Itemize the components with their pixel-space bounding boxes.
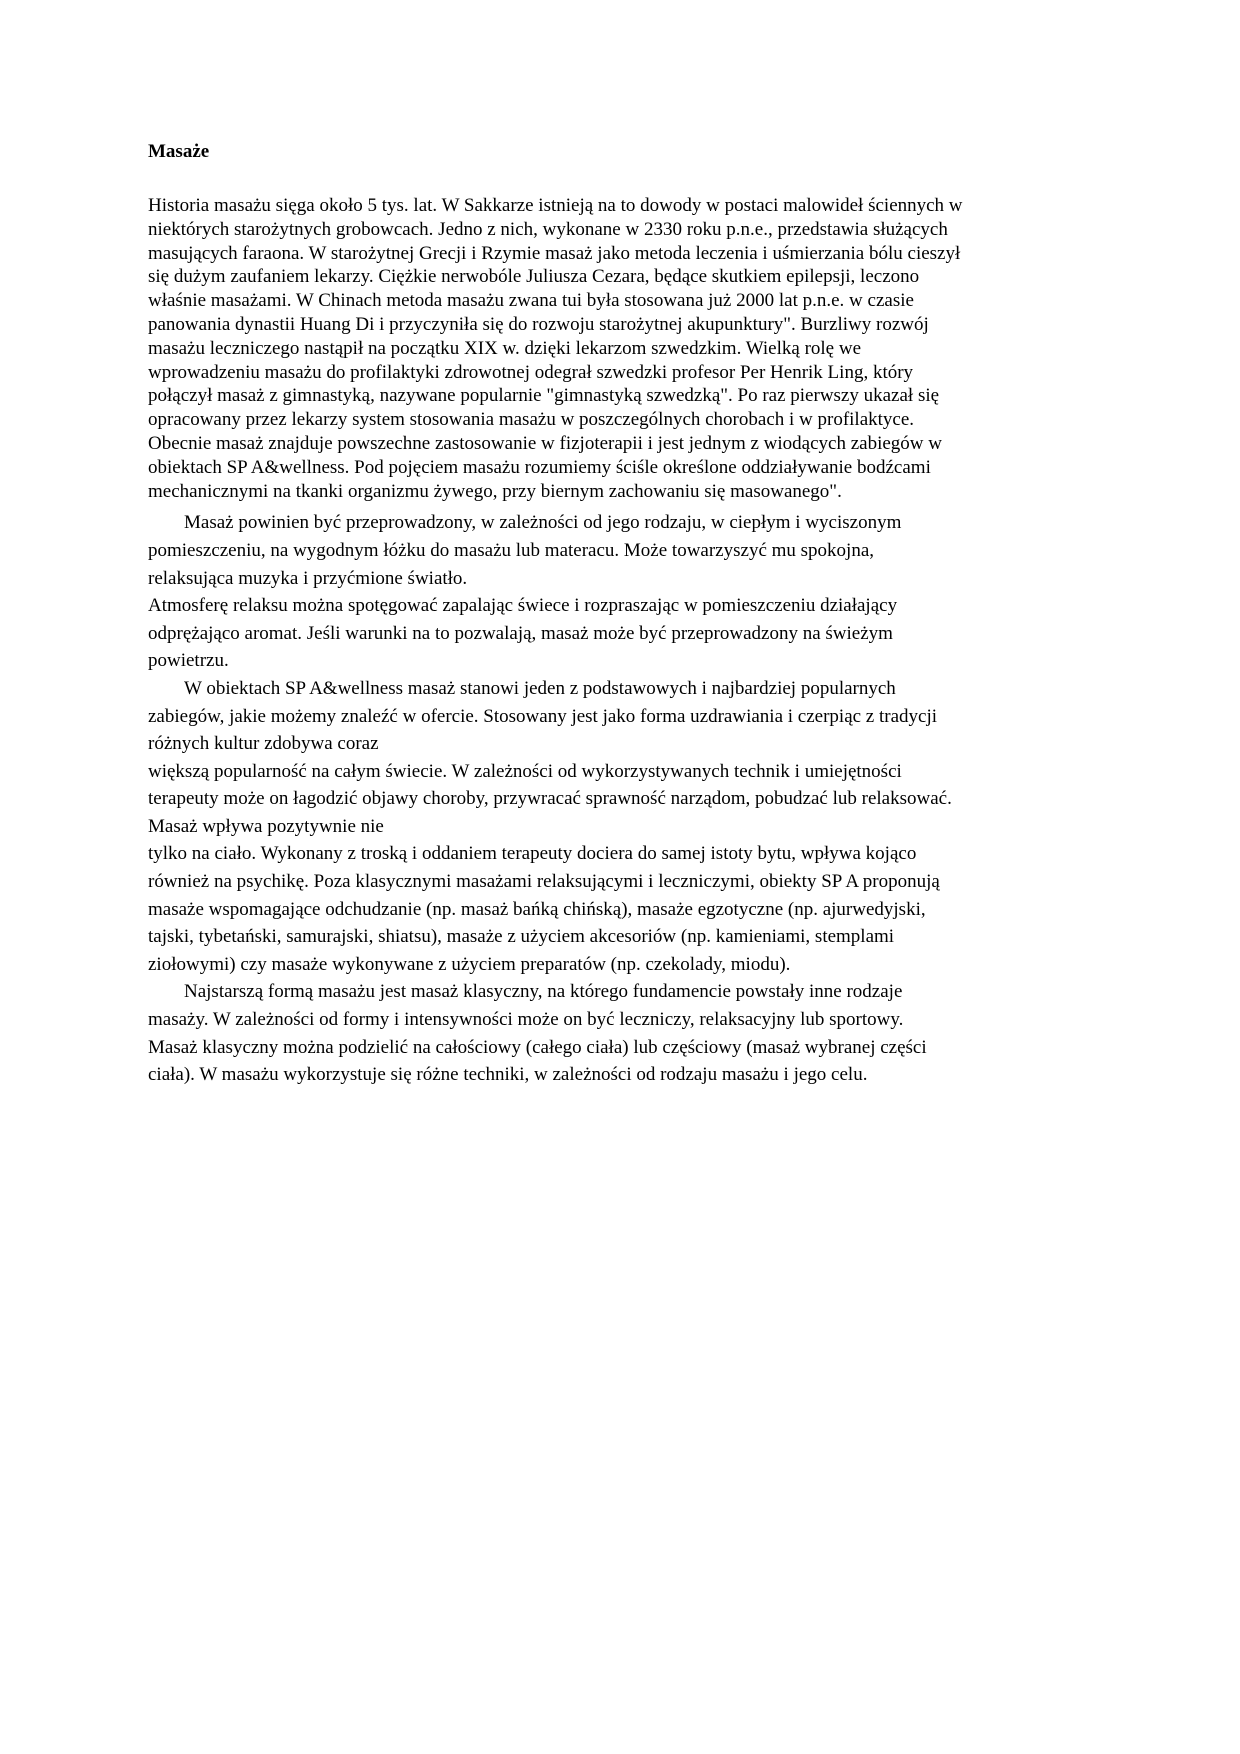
paragraph-atmosphere	[148, 592, 1093, 675]
paragraph-types	[148, 840, 1093, 978]
text-line: większą popularność na całym świecie. W zależności od wykorzystywanych technik i umiejętności	[148, 760, 902, 782]
paragraph-history	[148, 194, 1093, 503]
text-line: tajski, tybetański, samurajski, shiatsu), masaże z użyciem akcesoriów (np. kamieniami, stemplami	[148, 926, 895, 948]
text-line: masaży. W zależności od formy i intensywności może on być leczniczy, relaksacyjny lub sportowy.	[148, 1009, 904, 1031]
text-line: się dużym zaufaniem lekarzy. Ciężkie nerwobóle Juliusza Cezara, będące skutkiem epilepsji, leczono	[148, 266, 920, 288]
text-line: wprowadzeniu masażu do profilaktyki zdrowotnej odegrał szwedzki profesor Per Henrik Ling, który	[148, 361, 914, 383]
text-line: opracowany przez lekarzy system stosowania masażu w poszczególnych chorobach i w profilaktyce.	[148, 409, 915, 431]
text-line: Masaż klasyczny można podzielić na całościowy (całego ciała) lub częściowy (masaż wybranej części	[148, 1036, 927, 1058]
text-line: masażu leczniczego nastąpił na początku XIX w. dzięki lekarzom szwedzkim. Wielką rolę we	[148, 337, 862, 359]
text-line: terapeuty może on łagodzić objawy choroby, przywracać sprawność narządom, pobudzać lub relaksować.	[148, 788, 952, 810]
paragraph-popularity	[148, 758, 1093, 841]
paragraph-conditions	[148, 509, 1093, 592]
document-title: Masaże	[148, 141, 210, 162]
text-line: relaksująca muzyka i przyćmione światło.	[148, 567, 468, 589]
text-line: powietrzu.	[148, 650, 229, 672]
text-line: niektórych starożytnych grobowcach. Jedno z nich, wykonane w 2330 roku p.n.e., przedstawia służących	[148, 218, 948, 240]
text-line: ziołowymi) czy masaże wykonywane z użyciem preparatów (np. czekolady, miodu).	[148, 953, 791, 975]
text-line: obiektach SP A&wellness. Pod pojęciem masażu rozumiemy ściśle określone oddziaływanie bodźcami	[148, 456, 931, 478]
text-line: Masaż wpływa pozytywnie nie	[148, 815, 384, 837]
text-line: Najstarszą formą masażu jest masaż klasyczny, na którego fundamencie powstały inne rodzaje	[184, 981, 903, 1003]
text-line: masujących faraona. W starożytnej Grecji i Rzymie masaż jako metoda leczenia i uśmierzania bólu cieszył	[148, 242, 961, 264]
text-line: Obecnie masaż znajduje powszechne zastosowanie w fizjoterapii i jest jednym z wiodących zabiegów w	[148, 432, 943, 454]
text-line: Masaż powinien być przeprowadzony, w zależności od jego rodzaju, w ciepłym i wyciszonym	[184, 512, 902, 534]
text-line: ciała). W masażu wykorzystuje się różne techniki, w zależności od rodzaju masażu i jego celu.	[148, 1064, 868, 1086]
paragraph-offer	[148, 675, 1093, 758]
text-line: różnych kultur zdobywa coraz	[148, 733, 379, 755]
text-line: Historia masażu sięga około 5 tys. lat. W Sakkarze istnieją na to dowody w postaci malowideł ściennych w	[148, 195, 963, 216]
text-line: odprężająco aromat. Jeśli warunki na to pozwalają, masaż może być przeprowadzony na świeżym	[148, 622, 893, 644]
text-line: mechanicznymi na tkanki organizmu żywego, przy biernym zachowaniu się masowanego".	[148, 480, 842, 502]
document-content	[148, 140, 1093, 1089]
text-line: pomieszczeniu, na wygodnym łóżku do masażu lub materacu. Może towarzyszyć mu spokojna,	[148, 539, 875, 561]
text-line: połączył masaż z gimnastyką, nazywane popularnie "gimnastyką szwedzką". Po raz pierwszy ukazał się	[148, 385, 940, 407]
text-line: również na psychikę. Poza klasycznymi masażami relaksującymi i leczniczymi, obiekty SP A proponują	[148, 871, 940, 893]
text-line: W obiektach SP A&wellness masaż stanowi jeden z podstawowych i najbardziej popularnych	[184, 677, 896, 699]
text-line: zabiegów, jakie możemy znaleźć w ofercie. Stosowany jest jako forma uzdrawiania i czerpiąc z tradycji	[148, 705, 938, 727]
text-line: tylko na ciało. Wykonany z troską i oddaniem terapeuty dociera do samej istoty bytu, wpływa kojąco	[148, 843, 917, 865]
text-line: właśnie masażami. W Chinach metoda masażu zwana tui była stosowana już 2000 lat p.n.e. w czasie	[148, 290, 914, 312]
text-line: panowania dynastii Huang Di i przyczyniła się do rozwoju starożytnej akupunktury". Burzliwy rozwój	[148, 313, 929, 335]
paragraph-classic-massage	[148, 978, 1093, 1088]
text-line: masaże wspomagające odchudzanie (np. masaż bańką chińską), masaże egzotyczne (np. ajurwedyjski,	[148, 898, 926, 920]
text-line: Atmosferę relaksu można spotęgować zapalając świece i rozpraszając w pomieszczeniu działający	[148, 595, 898, 617]
